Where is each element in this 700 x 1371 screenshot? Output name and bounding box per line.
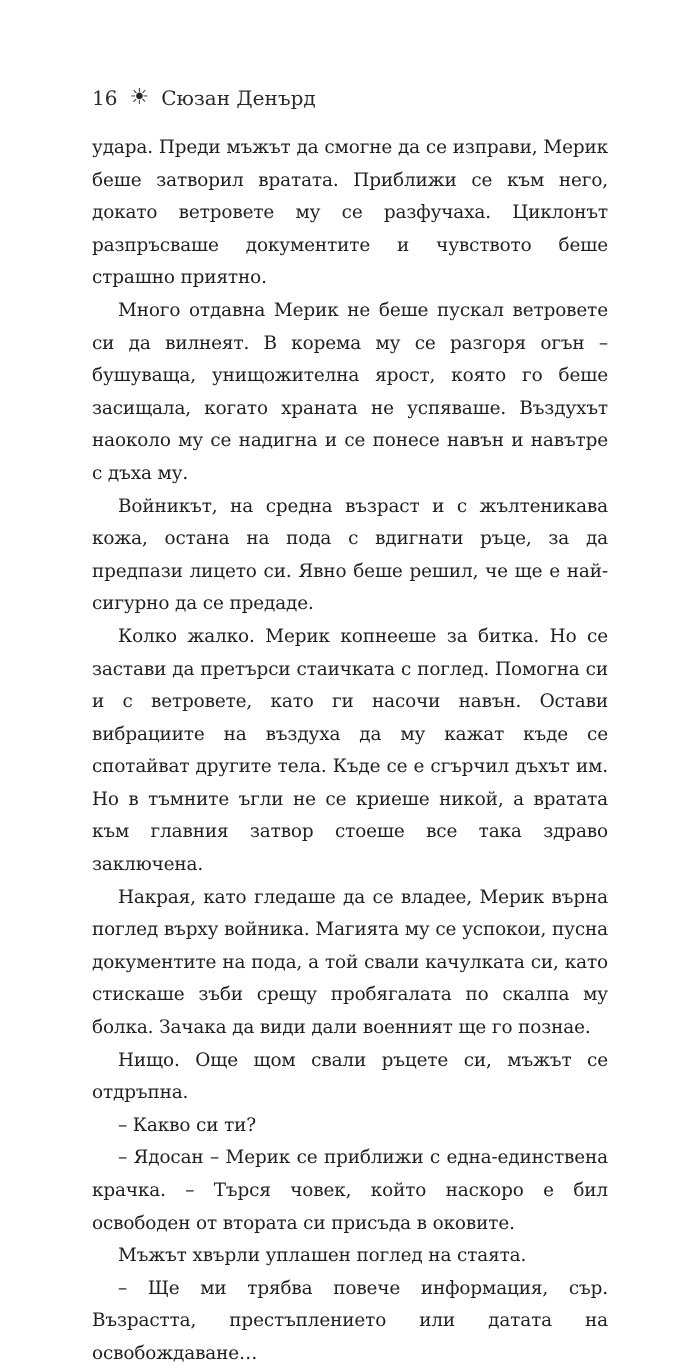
paragraph: Мъжът хвърли уплашен поглед на стаята. [118,1245,527,1267]
dialogue-line: – Ще ми трябва повече информация, сър. Възрастта, престъплението или датата на освобождаване… [92,1277,608,1364]
paragraph: Колко жалко. Мерик копнееше за битка. Но се застави да претърси стаичката с поглед. Помогна си и с ветровете, като ги насочи навън. Остави вибрациите на въздуха да му кажат къде се спотайват другите тела. Къде се е сгърчил дъхът им. Но в тъмните ъгли не се криеше никой, а вратата към главния затвор стоеше все така здраво заключена. [92,625,608,876]
paragraph: Накрая, като гледаше да се владее, Мерик върна поглед върху войника. Магията му се успокои, пусна документите на пода, а той свали качулката си, като стискаше зъби срещу пробягалата по скалпа му болка. Зачака да види дали военният ще го познае. [92,886,608,1039]
author-name: Сюзан Денърд [161,86,316,110]
paragraph: Много отдавна Мерик не беше пускал ветровете си да вилнеят. В корема му се разгоря огън – бушуваща, унищожителна ярост, която го беше засищала, когато храната не успяваше. Въздухът наоколо му се надигна и се понесе навън и навътре с дъха му. [92,299,608,484]
paragraph: Нищо. Още щом свали ръцете си, мъжът се отдръпна. [92,1049,608,1104]
body-text [92,132,608,1371]
page-number: 16 [92,86,118,110]
dialogue-line: – Какво си ти? [118,1114,257,1136]
running-header [92,86,316,110]
paragraph: удара. Преди мъжът да смогне да се изправи, Мерик беше затворил вратата. Приближи се към него, докато ветровете му се разфучаха. Циклонът разпръсваше документите и чувството беше страшно приятно. [92,137,608,289]
ornament-icon: ☀ [129,85,150,110]
paragraph: Войникът, на средна възраст и с жълтеникава кожа, остана на пода с вдигнати ръце, за да предпази лицето си. Явно беше решил, че ще е най-сигурно да се предаде. [92,495,608,615]
dialogue-line: – Ядосан – Мерик се приближи с една-единствена крачка. – Търся човек, който наскоро е бил освободен от втората си присъда в оковите. [92,1147,608,1234]
